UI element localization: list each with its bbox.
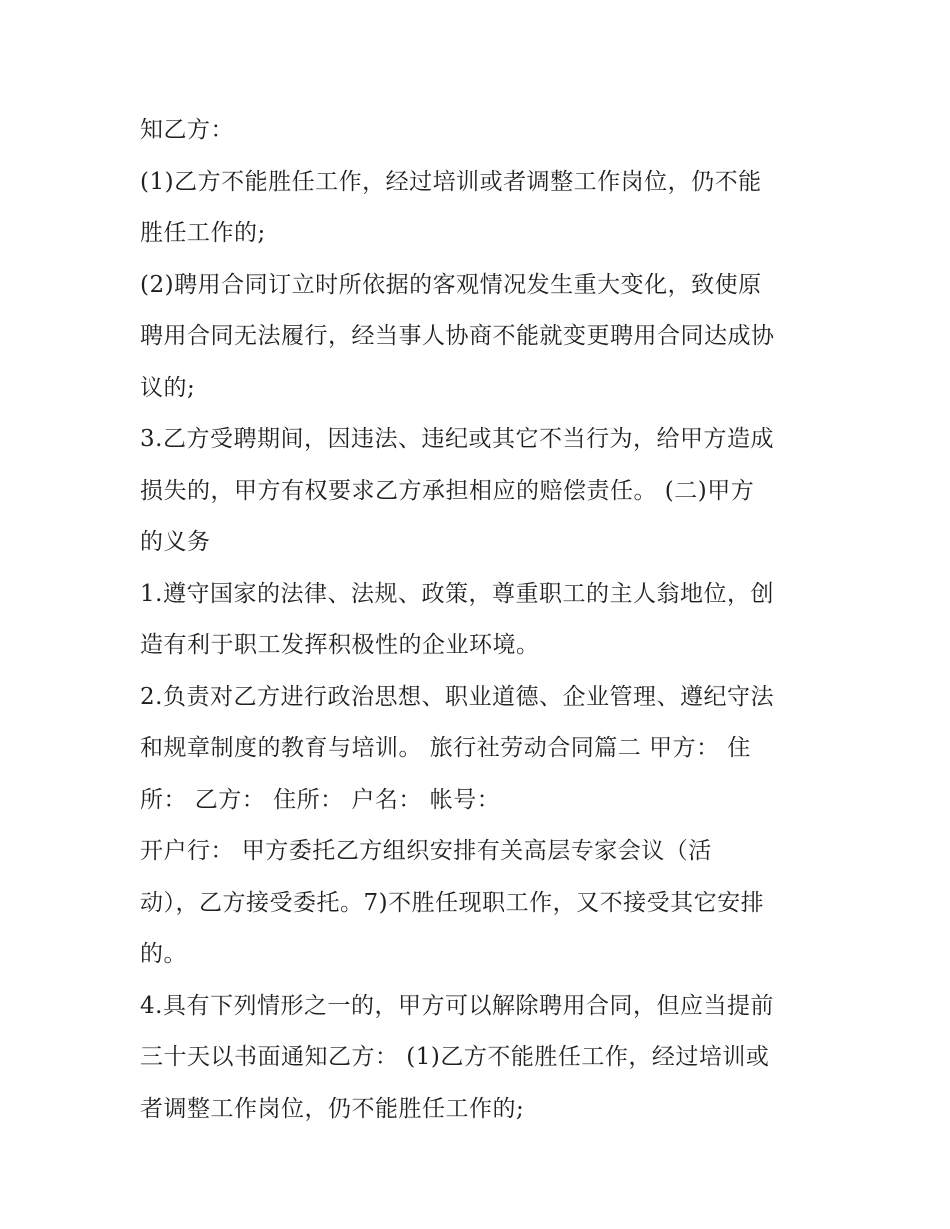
text-line: 开户行： 甲方委托乙方组织安排有关高层专家会议（活 [140, 838, 712, 864]
text-line: 所： 乙方： 住所： 户名： 帐号： [140, 786, 501, 813]
text-line: 的。 [140, 941, 187, 967]
text-line: 2.负责对乙方进行政治思想、职业道德、企业管理、遵纪守法 [140, 683, 774, 710]
text-line: 的义务 [140, 529, 211, 555]
text-line: 者调整工作岗位，仍不能胜任工作的; [140, 1095, 525, 1122]
text-line: 损失的，甲方有权要求乙方承担相应的赔偿责任。 (二)甲方 [140, 477, 755, 504]
text-line: 聘用合同无法履行，经当事人协商不能就变更聘用合同达成协 [140, 323, 775, 349]
text-line: (2)聘用合同订立时所依据的客观情况发生重大变化，致使原 [140, 271, 762, 298]
text-line: 和规章制度的教育与培训。 旅行社劳动合同篇二 甲方： 住 [140, 735, 751, 761]
text-line: 胜任工作的; [140, 220, 266, 246]
text-line: 知乙方： [140, 117, 234, 143]
text-line: 三十天以书面通知乙方： (1)乙方不能胜任工作，经过培训或 [140, 1044, 770, 1070]
document-body [140, 105, 830, 1135]
text-line: 造有利于职工发挥积极性的企业环境。 [140, 632, 540, 658]
text-line: 1.遵守国家的法律、法规、政策，尊重职工的主人翁地位，创 [140, 580, 774, 607]
text-line: 动），乙方接受委托。7)不胜任现职工作，又不接受其它安排 [140, 889, 765, 916]
text-line: (1)乙方不能胜任工作，经过培训或者调整工作岗位，仍不能 [140, 168, 762, 195]
text-line: 议的; [140, 374, 196, 401]
text-line: 3.乙方受聘期间，因违法、违纪或其它不当行为，给甲方造成 [140, 426, 774, 452]
text-line: 4.具有下列情形之一的，甲方可以解除聘用合同，但应当提前 [140, 992, 774, 1019]
